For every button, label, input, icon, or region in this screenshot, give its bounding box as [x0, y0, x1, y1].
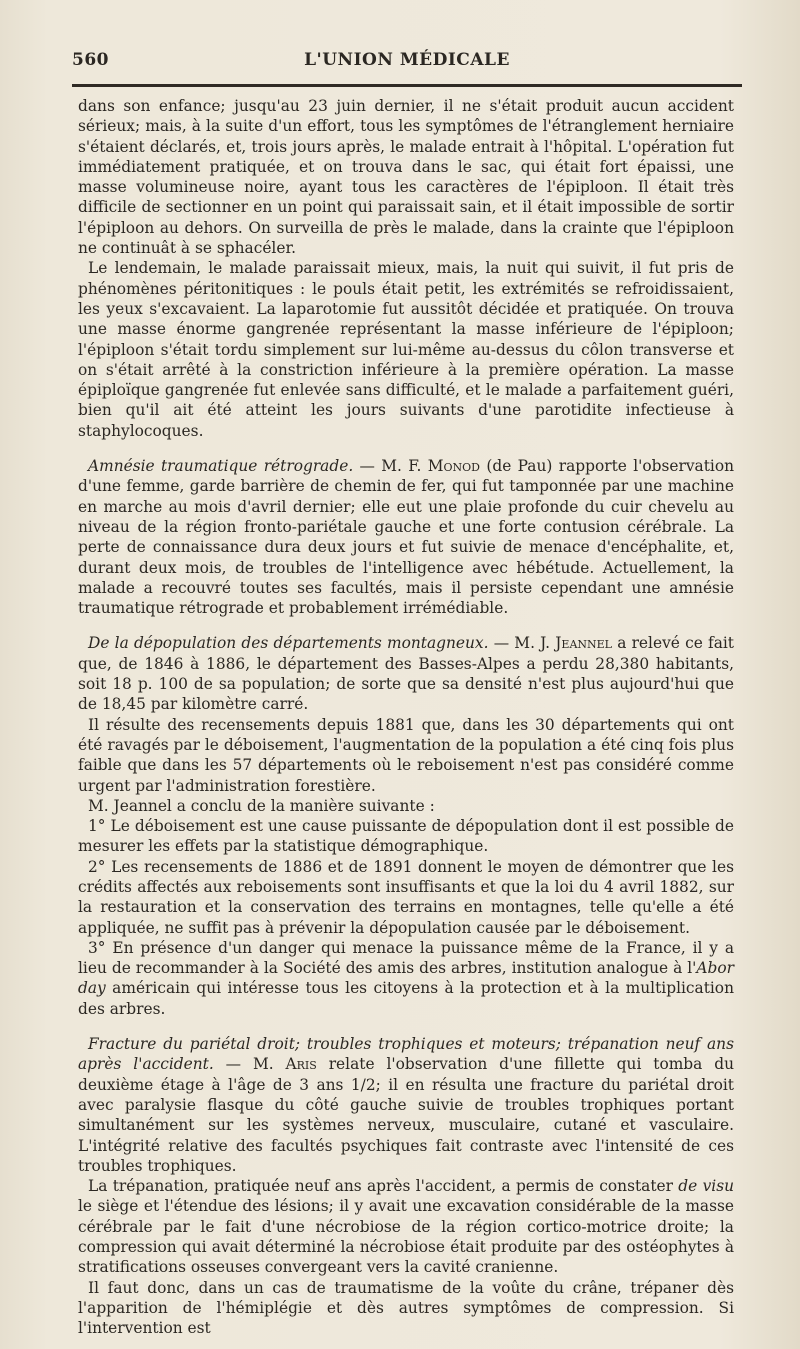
section-separator: — M. [213, 1055, 286, 1074]
paragraph-trepanation [78, 1176, 734, 1277]
paragraph-laparotomy: Le lendemain, le malade paraissait mieux, mais, la nuit qui suivit, il fut pris de phénomènes péritonitiques : le pouls était petit, les extrémités se refroidissaient, les yeux s'excavaient. La laparotomie fut aussitôt décidée et pratiquée. On trouva une masse énorme gangrenée représentant la masse inférieure de l'épiploon; l'épiploon s'était tordu simplement sur lui-même au-dessus du côlon transverse et on s'était arrêté à la constriction inférieure à la première opération. La masse épiploïque gangrenée fut enlevée sans difficulté, et le malade a parfaitement guéri, bien qu'il ait été atteint les jours suivants d'une parotidite infectieuse à staphylocoques. [78, 259, 734, 440]
section-separator: — M. F. [353, 457, 428, 476]
conclusion-item-1: 1° Le déboisement est une cause puissante de dépopulation dont il est possible de mesurer les effets par la statistique démographique. [78, 817, 734, 856]
trepanation-start: La trépanation, pratiquée neuf ans après l'accident, a permis de constater [88, 1177, 679, 1196]
paragraph-census: Il résulte des recensements depuis 1881 que, dans les 30 départements qui ont été ravagés par le déboisement, l'augmentation de la population a été cinq fois plus faible que dans les 57 départements où le reboisement n'est pas considéré comme urgent par l'administration forestière. [78, 715, 734, 795]
section-fracture [78, 1034, 734, 1176]
author-aris: Aris [285, 1055, 317, 1074]
journal-title: L'UNION MÉDICALE [304, 50, 510, 70]
conclusion-item-3 [78, 938, 734, 1019]
section-title-fracture: Fracture du pariétal droit; troubles trophiques et moteurs; trépanation neuf ans après l'accident. [78, 1035, 734, 1074]
page-number: 560 [72, 50, 109, 70]
section-title-depopulation: De la dépopulation des départements montagneux. [88, 634, 489, 653]
paragraph-hernia-case: dans son enfance; jusqu'au 23 juin dernier, il ne s'était produit aucun accident sérieux; mais, à la suite d'un effort, tous les symptômes de l'étranglement herniaire s'étaient déclarés, et, trois jours après, le malade entrait à l'hôpital. L'opération fut immédiatement pratiquée, et on trouva dans le sac, qui était fort épaissi, une masse volumineuse noire, ayant tous les caractères de l'épiploon. Il était très difficile de sectionner en un point qui paraissait sain, et il était impossible de sortir l'épiploon au dehors. On surveilla de près le malade, dans la crainte que l'épiploon ne continuât à se sphacéler. [78, 97, 734, 258]
section-separator: — M. J. [488, 634, 556, 653]
conclusion-item-2: 2° Les recensements de 1886 et de 1891 donnent le moyen de démontrer que les crédits affectés aux reboisements sont insuffisants et que la loi du 4 avril 1882, sur la restauration et la conservation des terrains en montagnes, telle qu'elle a été appliquée, ne suffit pas à prévenir la dépopulation causée par le déboisement. [78, 857, 734, 937]
article-body [78, 96, 734, 1339]
paragraph-conclusion-intro: M. Jeannel a conclu de la manière suivante : [88, 796, 435, 815]
section-text-amnesia: (de Pau) rapporte l'observation d'une femme, garde barrière de chemin de fer, qui fut tamponnée par une machine en marche au mois d'avril dernier; elle eut une plaie profonde du cuir chevelu au niveau de la région fronto-pariétale gauche et une forte contusion cérébrale. La perte de connaissance dura deux jours et fut suivie de menace d'encéphalite, et, durant deux mois, de troubles de l'intelligence avec hébétude. Actuellement, la malade a recouvré toutes ses facultés, mais il persiste cependant une amnésie traumatique rétrograde et probablement irrémédiable. [78, 457, 734, 618]
section-title-amnesia: Amnésie traumatique rétrograde. [88, 457, 354, 476]
section-text-fracture: relate l'observation d'une fillette qui tomba du deuxième étage à l'âge de 3 ans 1/2; il en résulta une fracture du pariétal droit avec paralysie flasque du côté gauche suivie de troubles trophiques portant simultanément sur les systèmes nerveux, musculaire, cutané et vasculaire. L'intégrité relative des facultés psychiques fait contraste avec l'intensité de ces troubles trophiques. [78, 1055, 735, 1175]
section-text-depopulation: a relevé ce fait que, de 1846 à 1886, le département des Basses-Alpes a perdu 28,380 habitants, soit 18 p. 100 de sa population; de sorte que sa densité n'est plus aujourd'hui que de 18,45 par kilomètre carré. [78, 634, 734, 714]
trepanation-de-visu: de visu [678, 1177, 734, 1196]
conclusion-3-end: américain qui intéresse tous les citoyens à la protection et à la multiplication des arbres. [78, 979, 734, 1018]
page-header [72, 50, 742, 74]
author-monod: Monod [427, 457, 481, 476]
section-amnesia [78, 456, 734, 618]
author-jeannel: Jeannel [555, 634, 612, 653]
section-depopulation [78, 633, 734, 714]
header-rule [72, 84, 742, 87]
paragraph-conclusion-trepan: Il faut donc, dans un cas de traumatisme de la voûte du crâne, trépaner dès l'apparition de l'hémiplégie et dès autres symptômes de compression. Si l'intervention est [78, 1278, 734, 1338]
conclusion-3-abor-day: Abor day [78, 959, 734, 998]
conclusion-3-start: 3° En présence d'un danger qui menace la puissance même de la France, il y a lieu de recommander à la Société des amis des arbres, institution analogue à l' [78, 938, 734, 978]
trepanation-end: le siège et l'étendue des lésions; il y avait une excavation considérable de la masse cérébrale par le fait d'une nécrobiose de la région cortico-motrice droite; la compression qui avait déterminé la nécrobiose était produite par des ostéophytes à stratifications osseuses convergeant vers la cavité cranienne. [78, 1197, 734, 1277]
